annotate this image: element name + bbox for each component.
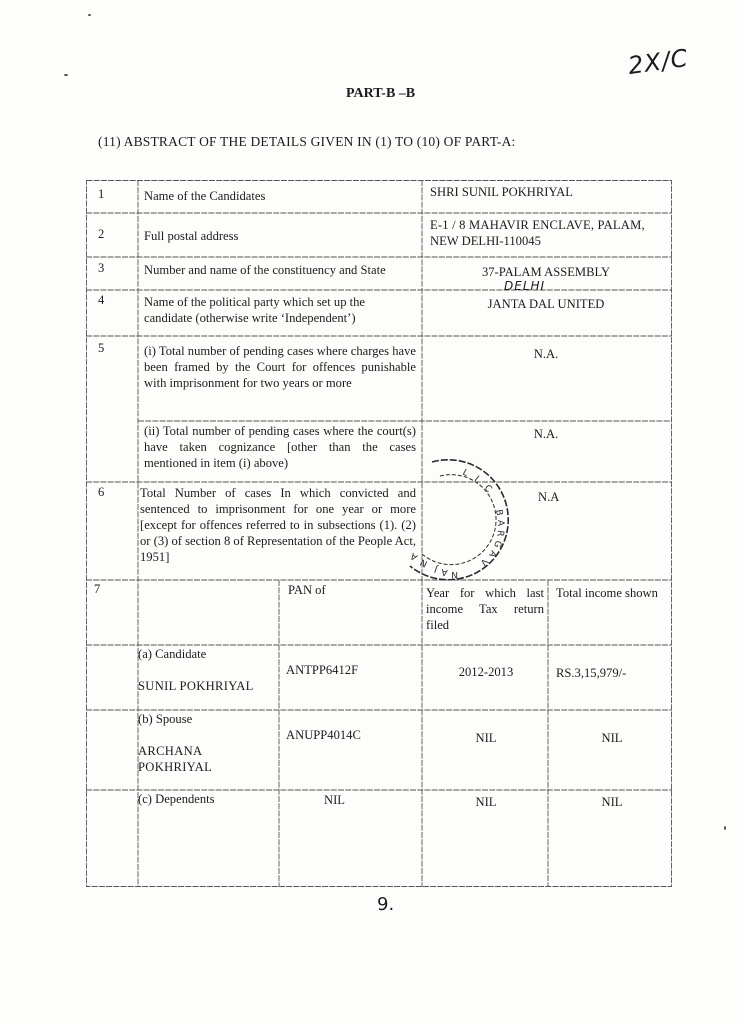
row-value-line2: NEW DELHI-110045 (430, 234, 541, 248)
row-label: (i) Total number of pending cases where charges have been framed by the Court for offences punishable with imprisonment for two years or more (144, 344, 416, 390)
entry-year: 2012-2013 (458, 665, 514, 679)
entry-pan: ANUPP4014C (286, 728, 361, 742)
row-label: Number and name of the constituency and State (144, 263, 386, 277)
scan-speck (64, 74, 68, 76)
row-value-line1: E-1 / 8 MAHAVIR ENCLAVE, PALAM, (430, 218, 645, 232)
row-number: 5 (98, 341, 105, 355)
scan-speck (88, 14, 91, 16)
svg-text:B: B (493, 508, 504, 517)
entry-label-line1: (a) Candidate (138, 647, 207, 661)
row-number: 2 (98, 227, 105, 241)
row-number: 3 (98, 261, 105, 275)
svg-text:J: J (433, 563, 439, 574)
entry-pan: ANTPP6412F (286, 663, 359, 677)
entry-year: NIL (475, 795, 497, 809)
row-number: 6 (98, 485, 105, 499)
svg-text:R: R (494, 529, 505, 537)
row-number: 1 (98, 187, 105, 201)
svg-text:A: A (486, 548, 499, 559)
svg-text:A: A (408, 550, 420, 562)
row-value: N.A. (533, 427, 559, 441)
row-value: N.A. (533, 347, 559, 361)
svg-text:L: L (460, 467, 470, 480)
row-label: Full postal address (144, 229, 239, 243)
scan-speck (724, 826, 726, 830)
row-number: 4 (98, 293, 105, 307)
row-label: Name of the Candidates (144, 189, 266, 203)
abstract-table (86, 180, 672, 887)
entry-label-line2: SUNIL POKHRIYAL (138, 679, 254, 693)
entry-year: NIL (475, 731, 497, 745)
svg-text:N: N (451, 569, 458, 579)
entry-income: NIL (601, 731, 623, 745)
row-label: Name of the political party which set up the candidate (otherwise write ‘Independent’) (144, 295, 366, 325)
row-label: (ii) Total number of pending cases where the court(s) have taken cognizance [other than the cases mentioned in item (i) above) (144, 424, 416, 470)
page-number: 9. (377, 894, 395, 915)
header-year: Year for which last income Tax return filed (426, 586, 544, 632)
entry-label-line1: (c) Dependents (138, 792, 215, 806)
entry-pan: NIL (324, 793, 345, 807)
handwritten-state: DELHI (504, 279, 546, 293)
row-value: JANTA DAL UNITED (487, 297, 605, 311)
svg-text:V: V (477, 556, 490, 568)
row-number: 7 (94, 582, 101, 596)
part-title: PART-B –B (346, 86, 416, 101)
corner-handwritten-note: 2X/C (626, 43, 691, 81)
row-value: 37-PALAM ASSEMBLY (481, 265, 611, 279)
svg-text:N: N (418, 556, 430, 569)
entry-income: RS.3,15,979/- (556, 666, 627, 680)
section-heading: (11) ABSTRACT OF THE DETAILS GIVEN IN (1) TO (10) OF PART-A: (98, 134, 516, 149)
entry-label-line1: (b) Spouse (138, 712, 193, 726)
svg-text:G: G (491, 539, 503, 549)
header-pan: PAN of (288, 583, 326, 597)
svg-text:A: A (495, 519, 506, 527)
svg-text:I: I (472, 474, 481, 484)
row-value: N.A (538, 490, 560, 504)
entry-income: NIL (601, 795, 623, 809)
row-label: Total Number of cases In which convicted and sentenced to imprisonment for one year or more [except for offences referred to in subsections (1). (2) or (3) of section 8 of Representation of the People Act, 1951] (140, 486, 416, 564)
stamp-graphic (392, 454, 526, 584)
entry-label-line2: ARCHANA POKHRIYAL (138, 744, 213, 774)
svg-text:C: C (481, 483, 494, 495)
official-stamp (392, 454, 526, 584)
row-value: SHRI SUNIL POKHRIYAL (430, 185, 573, 199)
svg-text:A: A (440, 565, 449, 577)
header-income: Total income shown (556, 586, 658, 600)
